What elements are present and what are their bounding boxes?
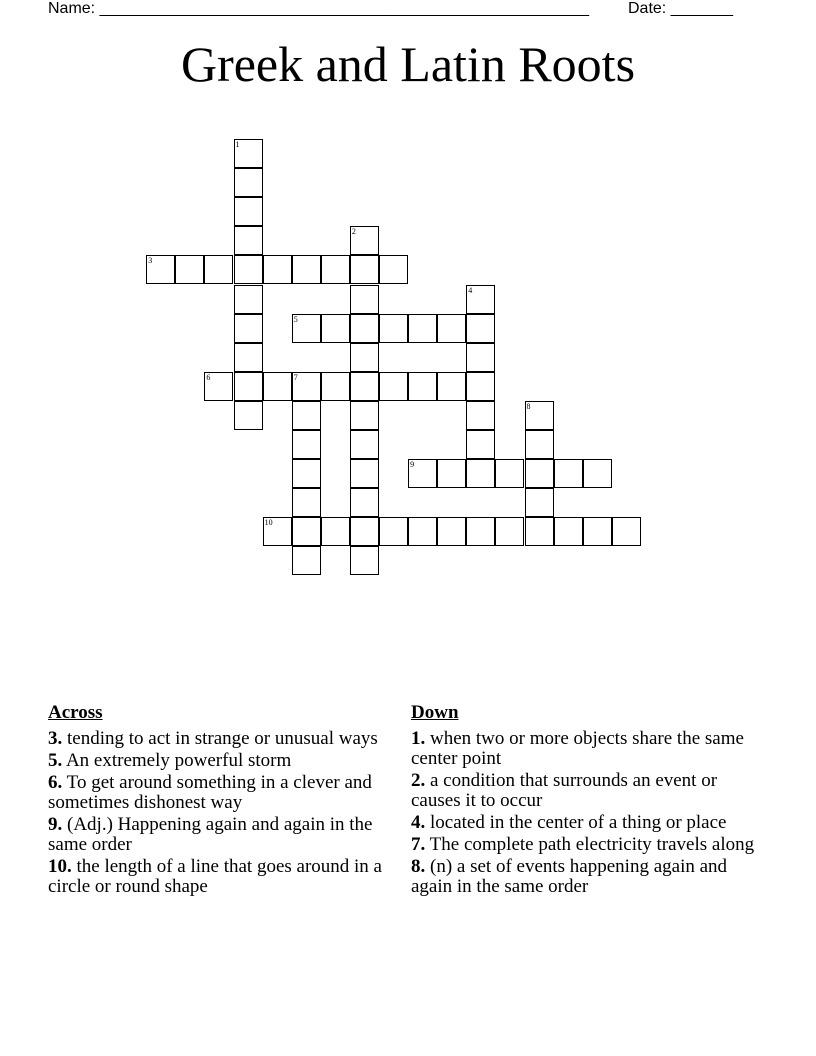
crossword-cell[interactable] [408,372,437,401]
crossword-cell[interactable] [350,430,379,459]
clue-text: a condition that surrounds an event or causes it to occur [411,770,718,811]
crossword-cell[interactable] [292,255,321,284]
crossword-cell[interactable] [437,517,466,546]
across-heading: Across [48,702,103,723]
crossword-cell[interactable] [408,314,437,343]
crossword-cell[interactable] [612,517,641,546]
crossword-cell[interactable] [408,459,437,488]
crossword-cell[interactable] [554,459,583,488]
clue-down-8 [411,857,756,897]
crossword-cell[interactable] [437,459,466,488]
crossword-cell[interactable] [525,430,554,459]
crossword-cell[interactable] [321,255,350,284]
crossword-cell[interactable] [321,517,350,546]
clue-number: 9. [48,814,63,835]
crossword-cell[interactable] [292,372,321,401]
clue-across-5 [48,751,388,771]
crossword-cell[interactable] [525,401,554,430]
crossword-cell[interactable] [495,459,524,488]
crossword-cell[interactable] [437,372,466,401]
clue-number: 2. [411,770,426,791]
crossword-cell[interactable] [234,139,263,168]
clue-number: 4. [411,812,426,833]
crossword-cell[interactable] [234,226,263,255]
crossword-cell[interactable] [234,343,263,372]
clue-across-9 [48,815,388,855]
crossword-cell[interactable] [175,255,204,284]
crossword-cell[interactable] [554,517,583,546]
crossword-cell[interactable] [292,401,321,430]
crossword-cell[interactable] [466,517,495,546]
crossword-cell[interactable] [234,314,263,343]
clue-number: 3. [48,728,63,749]
crossword-cell[interactable] [292,488,321,517]
crossword-cell[interactable] [146,255,175,284]
cell-number: 4 [468,285,473,295]
crossword-cell[interactable] [495,517,524,546]
crossword-cell[interactable] [466,372,495,401]
clue-number: 7. [411,834,426,855]
crossword-cell[interactable] [234,197,263,226]
clue-down-1 [411,729,756,769]
crossword-cell[interactable] [204,372,233,401]
clue-down-7 [411,835,756,855]
crossword-cell[interactable] [466,314,495,343]
crossword-cell[interactable] [292,459,321,488]
clue-text: An extremely powerful storm [65,750,292,771]
cell-number: 1 [235,140,240,149]
clue-text: tending to act in strange or unusual ways [67,728,378,749]
crossword-cell[interactable] [408,517,437,546]
crossword-cell[interactable] [379,372,408,401]
clue-text: (n) a set of events happening again and again in the same order [411,856,728,897]
name-field[interactable]: Name: _______________________________________________________ [48,0,589,17]
crossword-cell[interactable] [292,314,321,343]
crossword-cell[interactable] [350,546,379,575]
crossword-cell[interactable] [292,430,321,459]
clue-across-6 [48,773,388,813]
crossword-cell[interactable] [234,372,263,401]
crossword-cell[interactable] [466,459,495,488]
cell-number: 3 [148,256,153,266]
crossword-cell[interactable] [321,314,350,343]
across-clues [48,703,388,899]
cell-number: 2 [351,227,356,237]
cell-number: 9 [410,460,415,470]
crossword-cell[interactable] [466,285,495,314]
crossword-cell[interactable] [466,343,495,372]
cell-number: 7 [293,372,298,382]
clue-text: To get around something in a clever and sometimes dishonest way [48,772,372,813]
crossword-cell[interactable] [350,255,379,284]
crossword-cell[interactable] [583,459,612,488]
crossword-cell[interactable] [234,168,263,197]
crossword-cell[interactable] [437,314,466,343]
cell-number: 10 [264,518,273,528]
crossword-cell[interactable] [292,517,321,546]
cell-number: 5 [293,314,298,324]
crossword-cell[interactable] [204,255,233,284]
crossword-cell[interactable] [321,372,350,401]
crossword-cell[interactable] [350,314,379,343]
crossword-cell[interactable] [350,226,379,255]
crossword-cell[interactable] [234,401,263,430]
down-heading: Down [411,702,459,723]
cell-number: 6 [206,372,211,382]
crossword-cell[interactable] [525,488,554,517]
clue-text: located in the center of a thing or place [430,812,727,833]
clue-text: when two or more objects share the same center point [411,728,744,769]
crossword-cell[interactable] [234,285,263,314]
clue-number: 6. [48,772,63,793]
clue-down-2 [411,771,756,811]
crossword-cell[interactable] [466,430,495,459]
clue-text: (Adj.) Happening again and again in the same order [48,814,373,855]
crossword-cell[interactable] [350,343,379,372]
crossword-cell[interactable] [350,517,379,546]
clue-text: The complete path electricity travels along [429,834,755,855]
crossword-cell[interactable] [379,314,408,343]
cell-number: 8 [526,401,531,411]
crossword-cell[interactable] [292,546,321,575]
crossword-cell[interactable] [379,517,408,546]
page-title: Greek and Latin Roots [180,36,636,92]
down-clues [411,703,756,899]
crossword-cell[interactable] [350,459,379,488]
crossword-cell[interactable] [525,459,554,488]
clue-across-10 [48,857,388,897]
crossword-cell[interactable] [583,517,612,546]
crossword-cell[interactable] [379,255,408,284]
clue-number: 8. [411,856,426,877]
clue-across-3 [48,729,388,749]
clue-number: 5. [48,750,63,771]
crossword-cell[interactable] [466,401,495,430]
crossword-cell[interactable] [263,517,292,546]
clue-text: the length of a line that goes around in a circle or round shape [48,856,382,897]
clue-down-4 [411,813,756,833]
crossword-cell[interactable] [525,517,554,546]
crossword-cell[interactable] [234,255,263,284]
date-field[interactable]: Date: _______ [628,0,733,17]
crossword-cell[interactable] [263,372,292,401]
crossword-cell[interactable] [350,488,379,517]
clue-number: 1. [411,728,426,749]
clue-number: 10. [48,856,72,877]
crossword-cell[interactable] [350,372,379,401]
crossword-cell[interactable] [350,285,379,314]
crossword-cell[interactable] [263,255,292,284]
crossword-cell[interactable] [350,401,379,430]
